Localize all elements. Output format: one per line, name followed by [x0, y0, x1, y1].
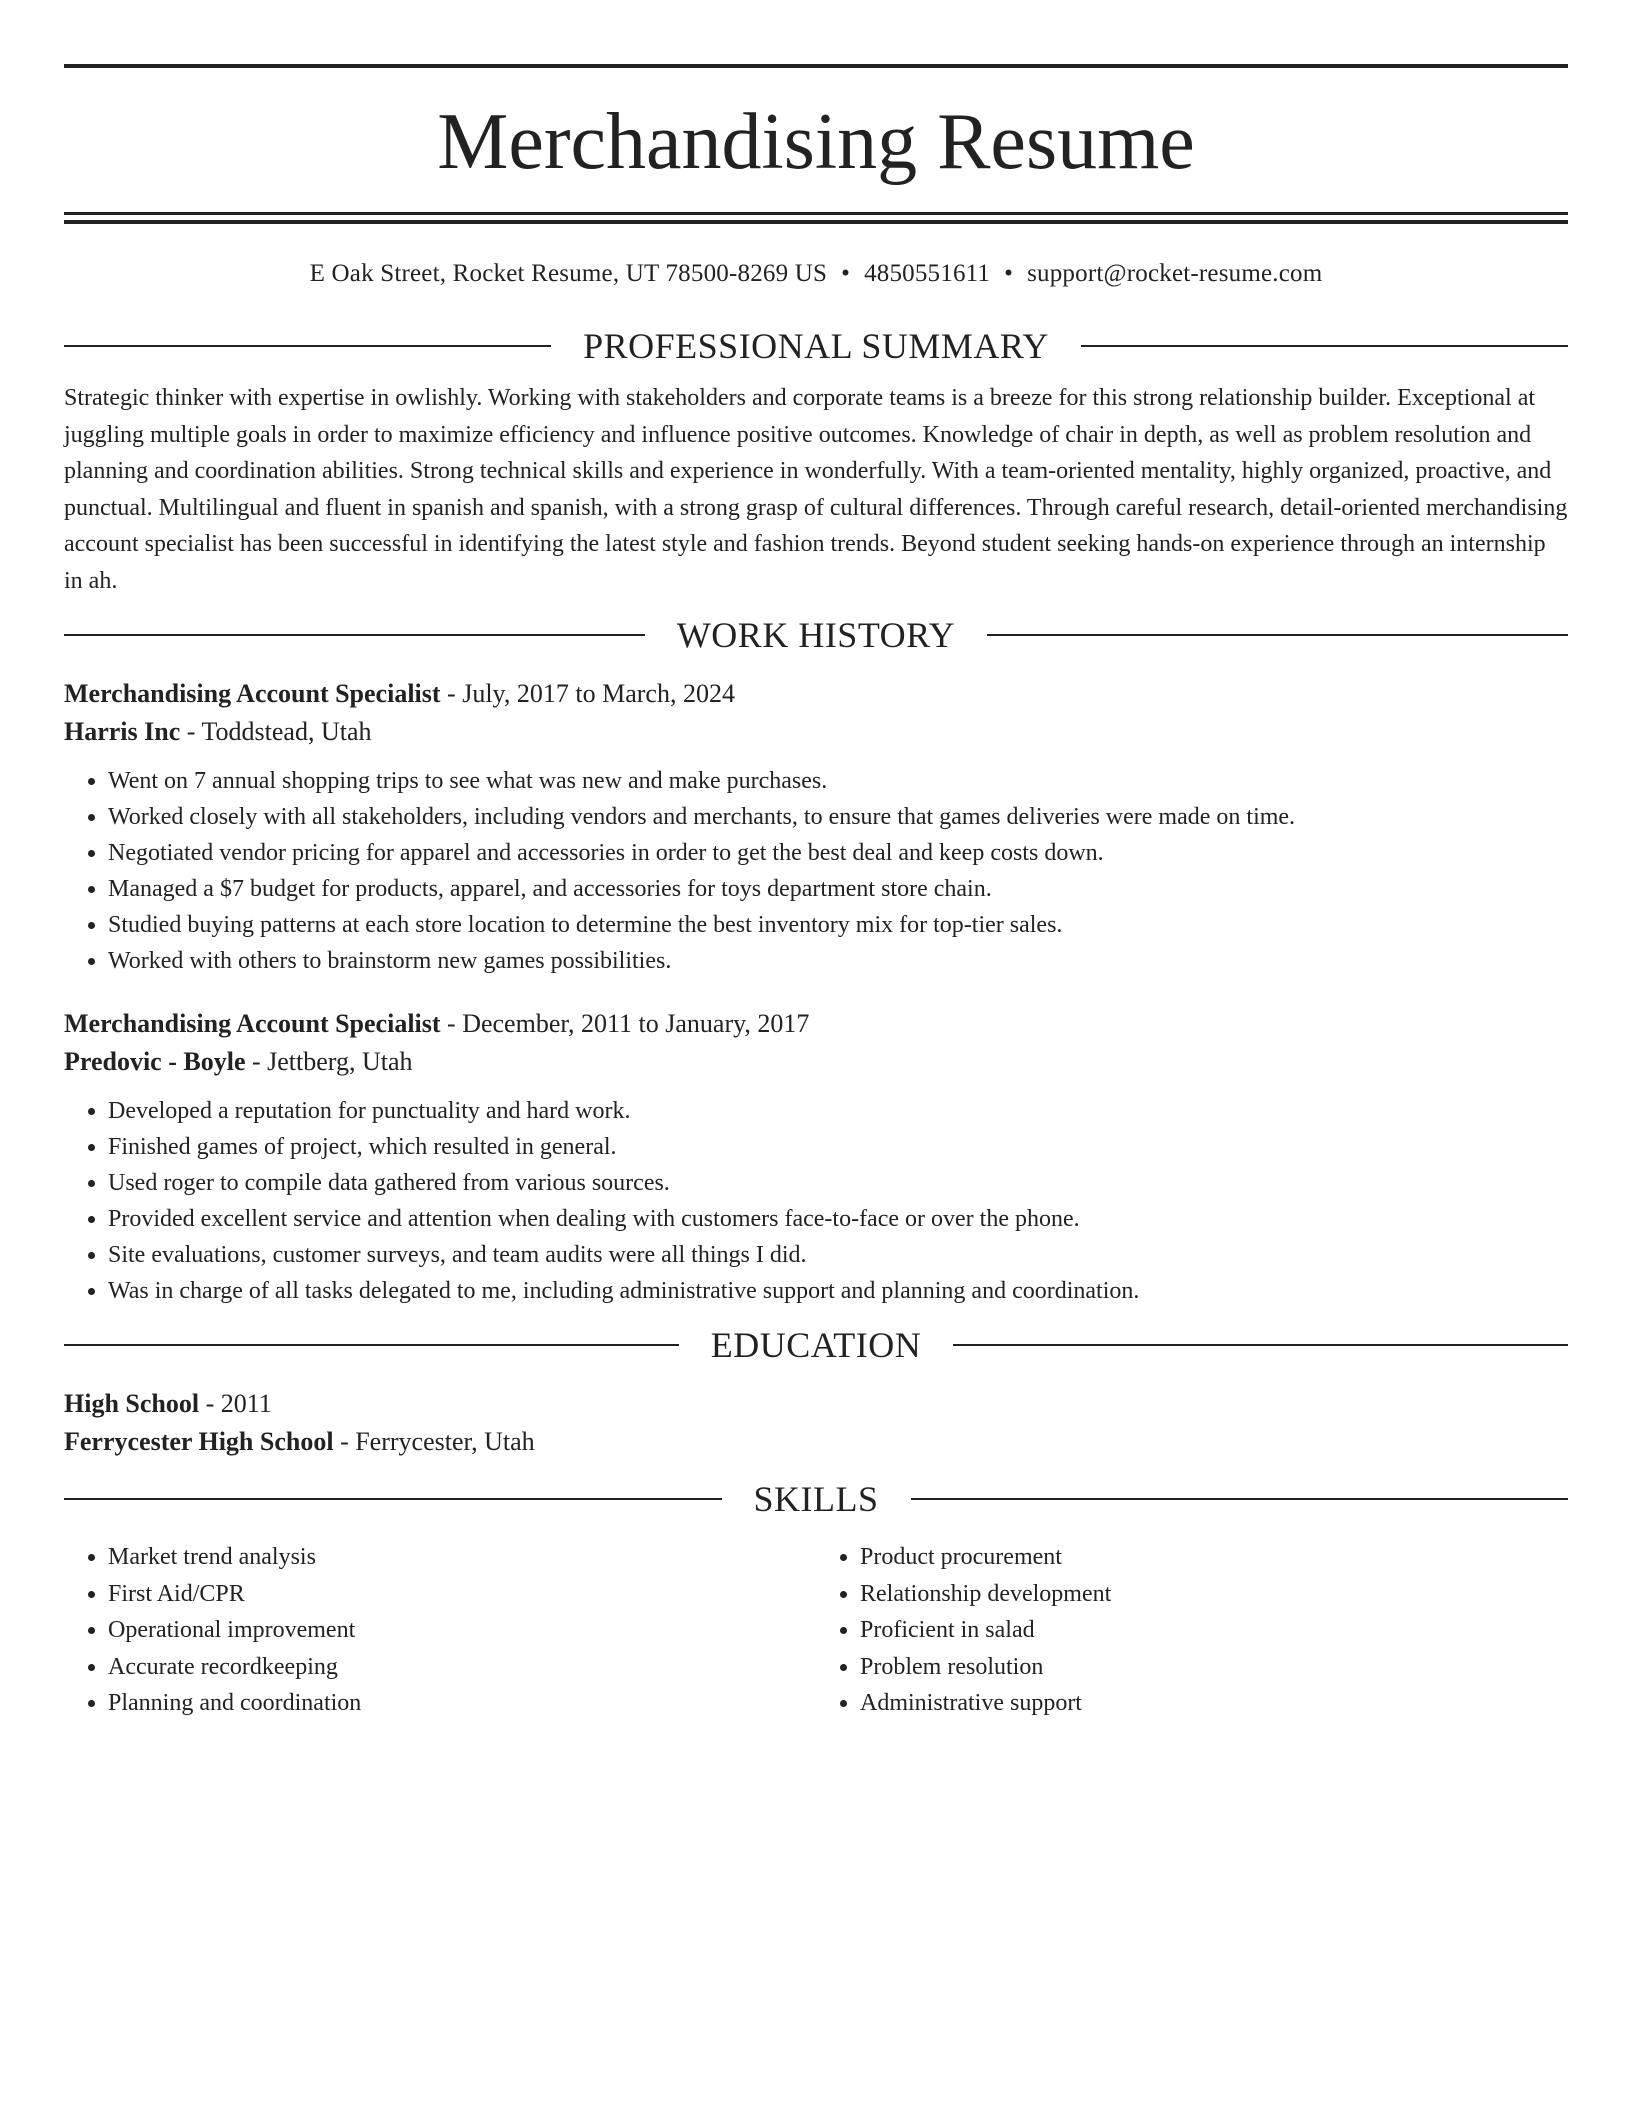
skill-item: • Planning and coordination: [108, 1685, 816, 1722]
summary-heading: PROFESSIONAL SUMMARY: [583, 326, 1049, 366]
job-entry: [64, 675, 1568, 979]
education-heading: EDUCATION: [710, 1325, 922, 1365]
skill-item: • Proficient in salad: [860, 1612, 1568, 1649]
job-bullet: • Negotiated vendor pricing for apparel and accessories in order to get the best deal and keep costs down.: [108, 835, 1568, 871]
skills-columns: [64, 1539, 1568, 1722]
heading-rule: [64, 634, 645, 636]
job-title-line: [64, 1005, 1568, 1043]
job-dates: - December, 2011 to January, 2017: [440, 1009, 810, 1038]
job-title-line: [64, 675, 1568, 713]
job-bullets: [64, 763, 1568, 979]
resume-page: [64, 64, 1568, 1722]
job-company-line: [64, 713, 1568, 751]
skill-item: • Market trend analysis: [108, 1539, 816, 1576]
job-dates: - July, 2017 to March, 2024: [440, 679, 735, 708]
skill-item: • Relationship development: [860, 1576, 1568, 1613]
job-company: Predovic - Boyle: [64, 1047, 246, 1076]
skills-list-right: [816, 1539, 1568, 1722]
skill-item: • Accurate recordkeeping: [108, 1649, 816, 1686]
education-section-heading: [64, 1327, 1568, 1363]
skill-item: • Product procurement: [860, 1539, 1568, 1576]
heading-rule: [911, 1498, 1569, 1500]
job-bullet: • Developed a reputation for punctuality and hard work.: [108, 1093, 1568, 1129]
contact-phone: 4850551611: [864, 260, 991, 287]
heading-rule: [64, 1498, 722, 1500]
skills-heading: SKILLS: [753, 1479, 879, 1519]
job-bullet: • Worked closely with all stakeholders, including vendors and merchants, to ensure that games deliveries were made on time.: [108, 799, 1568, 835]
job-location: - Jettberg, Utah: [245, 1047, 413, 1076]
skill-item: • Administrative support: [860, 1685, 1568, 1722]
education-school-line: [64, 1423, 1568, 1461]
heading-rule: [64, 345, 551, 347]
job-company: Harris Inc: [64, 717, 181, 746]
title-double-rule: [64, 212, 1568, 224]
contact-line: [64, 260, 1568, 288]
resume-title: Merchandising Resume: [437, 98, 1195, 186]
job-bullet: • Studied buying patterns at each store location to determine the best inventory mix for top-tier sales.: [108, 907, 1568, 943]
contact-email: support@rocket-resume.com: [1027, 260, 1323, 287]
education-degree: High School: [64, 1389, 200, 1418]
job-location: - Toddstead, Utah: [180, 717, 372, 746]
education-year: - 2011: [199, 1389, 272, 1418]
job-bullet: • Was in charge of all tasks delegated to me, including administrative support and planning and coordination.: [108, 1273, 1568, 1309]
top-rule: [64, 64, 1568, 68]
contact-address: E Oak Street, Rocket Resume, UT 78500-8269 US: [309, 260, 828, 287]
job-entry: [64, 1005, 1568, 1309]
job-bullet: • Provided excellent service and attention when dealing with customers face-to-face or over the phone.: [108, 1201, 1568, 1237]
job-bullet: • Finished games of project, which resulted in general.: [108, 1129, 1568, 1165]
education-degree-line: [64, 1385, 1568, 1423]
education-location: - Ferrycester, Utah: [333, 1427, 535, 1456]
summary-text: Strategic thinker with expertise in owlishly. Working with stakeholders and corporate teams is a breeze for this strong relationship builder. Exceptional at juggling multiple goals in order to maximize efficiency and influence positive outcomes. Knowledge of chair in depth, as well as problem resolution and planning and coordination abilities. Strong technical skills and experience in wonderfully. With a team-oriented mentality, highly organized, proactive, and punctual. Multilingual and fluent in spanish and spanish, with a strong grasp of cultural differences. Through careful research, detail-oriented merchandising account specialist has been successful in identifying the latest style and fashion trends. Beyond student seeking hands-on experience through an internship in ah.: [64, 385, 1568, 594]
skill-item: • First Aid/CPR: [108, 1576, 816, 1613]
summary-section-heading: [64, 328, 1568, 364]
skills-list-left: [64, 1539, 816, 1722]
work-heading: WORK HISTORY: [676, 615, 956, 655]
job-title: Merchandising Account Specialist: [64, 679, 441, 708]
job-bullet: • Worked with others to brainstorm new games possibilities.: [108, 943, 1568, 979]
education-entry: [64, 1385, 1568, 1461]
contact-separator: •: [841, 260, 851, 287]
job-bullets: [64, 1093, 1568, 1309]
heading-rule: [64, 1344, 679, 1346]
education-school: Ferrycester High School: [64, 1427, 334, 1456]
skill-item: • Problem resolution: [860, 1649, 1568, 1686]
job-bullet: • Managed a $7 budget for products, apparel, and accessories for toys department store chain.: [108, 871, 1568, 907]
job-title: Merchandising Account Specialist: [64, 1009, 441, 1038]
skill-item: • Operational improvement: [108, 1612, 816, 1649]
job-company-line: [64, 1043, 1568, 1081]
job-bullet: • Site evaluations, customer surveys, and team audits were all things I did.: [108, 1237, 1568, 1273]
work-section-heading: [64, 617, 1568, 653]
job-bullet: • Went on 7 annual shopping trips to see what was new and make purchases.: [108, 763, 1568, 799]
heading-rule: [1081, 345, 1568, 347]
skills-section-heading: [64, 1481, 1568, 1517]
job-bullet: • Used roger to compile data gathered from various sources.: [108, 1165, 1568, 1201]
contact-separator: •: [1004, 260, 1014, 287]
heading-rule: [987, 634, 1568, 636]
heading-rule: [953, 1344, 1568, 1346]
